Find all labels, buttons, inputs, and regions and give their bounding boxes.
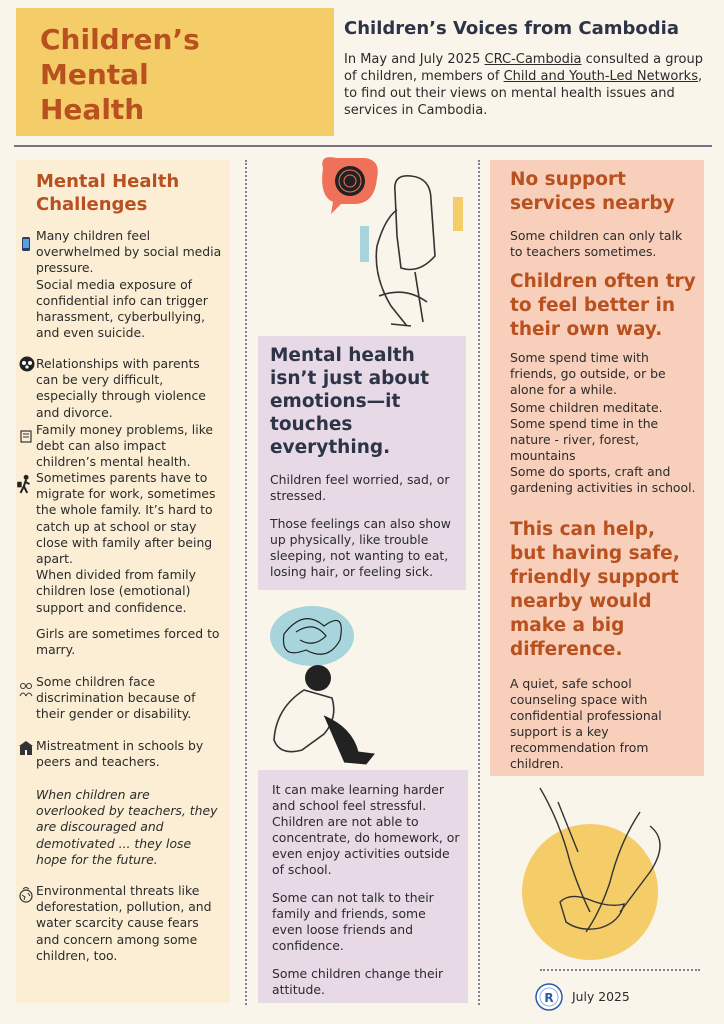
phone-icon [19, 236, 33, 252]
emotions-box [258, 336, 466, 590]
sad-girl-illustration [315, 156, 465, 336]
own-way-p2: Some children meditate. [510, 400, 663, 415]
money-text: Family money problems, like debt can also impact children’s mental health. [36, 422, 214, 470]
intro-text [344, 51, 714, 119]
own-way-p1: Some spend time with friends, go outside, or be alone for a while. [510, 350, 666, 397]
migrate-text: Sometimes parents have to migrate for work, sometimes the whole family. It’s hard to catch up at school or stay close with family after being apart. [36, 470, 216, 567]
networks-link[interactable]: Child and Youth-Led Networks [503, 69, 698, 84]
impact-p2: Some can not talk to their family and friends, some even loose friends and confidence. [272, 890, 434, 953]
impact-box [258, 770, 468, 1003]
own-way-heading: Children often try to feel better in their own way. [510, 271, 696, 340]
children-icon [18, 682, 34, 698]
header-divider [14, 145, 712, 147]
own-way-p4: Some do sports, craft and gardening activities in school. [510, 464, 696, 495]
social-media-item [36, 228, 222, 341]
money-item [36, 422, 222, 471]
divided-text: When divided from family children lose (emotional) support and confidence. [36, 567, 196, 615]
recommendation-text: A quiet, safe school counseling space with confidential professional support is a key recommendation from children. [510, 676, 662, 771]
mistreatment-text: Mistreatment in schools by peers and teachers. [36, 738, 204, 770]
parents-item [36, 356, 222, 421]
overlooked-text: When children are overlooked by teachers, they are discouraged and demotivated ... they lose hope for the future. [36, 787, 218, 867]
environment-text: Environmental threats like deforestation, pollution, and water scarcity cause fears and concern among some children, too. [36, 883, 212, 963]
parents-text: Relationships with parents can be very difficult, especially through violence and divorce. [36, 356, 206, 420]
emotions-p1: Children feel worried, sad, or stressed. [270, 472, 450, 503]
challenges-column [16, 160, 230, 1003]
earth-icon [18, 887, 34, 903]
separator-right [478, 160, 480, 1005]
challenges-heading: Mental Health Challenges [36, 171, 180, 215]
no-support-text: Some children can only talk to teachers sometimes. [510, 228, 683, 259]
separator-left [245, 160, 247, 1005]
header-heading: Children’s Voices from Cambodia [344, 18, 679, 39]
marry-text: Girls are sometimes forced to marry. [36, 626, 220, 658]
publication-date: July 2025 [572, 989, 630, 1004]
own-way-p3: Some spend time in the nature - river, forest, mountains [510, 416, 659, 463]
support-column [490, 160, 704, 776]
logo-text: R [544, 991, 554, 1005]
environment-item [36, 883, 222, 964]
impact-p1: It can make learning harder and school feel stressful. Children are not able to concentrate, do homework, or even enjoy activities outside of school. [272, 782, 460, 877]
emotions-p2: Those feelings can also show up physically, like trouble sleeping, not wanting to eat, losing hair, or feeling sick. [270, 516, 451, 579]
crc-cambodia-link[interactable]: CRC-Cambodia [484, 52, 582, 67]
stressed-child-illustration [254, 604, 394, 770]
family-icon [19, 356, 35, 372]
discrimination-item [36, 674, 222, 723]
social-media-text-1: Many children feel overwhelmed by social media pressure. [36, 228, 222, 276]
discrimination-text: Some children face discrimination because of their gender or disability. [36, 674, 196, 722]
intro-part-2: consulted a group of children, members of [344, 52, 703, 84]
no-support-heading: No support services nearby [510, 169, 675, 214]
intro-part-3: , to find out their views on mental health issues and services in Cambodia. [344, 69, 703, 118]
holding-hands-illustration [500, 782, 700, 967]
intro-part-1: In May and July 2025 [344, 52, 485, 67]
impact-p3: Some children change their attitude. [272, 966, 444, 997]
help-heading: This can help, but having safe, friendly support nearby would make a big difference. [510, 519, 680, 660]
school-icon [18, 740, 34, 756]
title-box [16, 8, 334, 136]
footer-divider [540, 969, 700, 971]
migrate-item [36, 470, 222, 616]
crc-cambodia-logo [535, 983, 563, 1011]
header [344, 18, 714, 119]
overlooked-quote [36, 787, 222, 868]
marry-item [36, 626, 222, 658]
emotions-heading: Mental health isn’t just about emotions—it touches everything. [270, 345, 430, 458]
migrant-icon [16, 474, 34, 494]
mistreatment-item [36, 738, 222, 770]
social-media-text-2: Social media exposure of confidential info can trigger harassment, cyberbullying, and even suicide. [36, 276, 208, 341]
page-title: Children’s Mental Health [40, 23, 200, 126]
money-icon [19, 428, 33, 444]
